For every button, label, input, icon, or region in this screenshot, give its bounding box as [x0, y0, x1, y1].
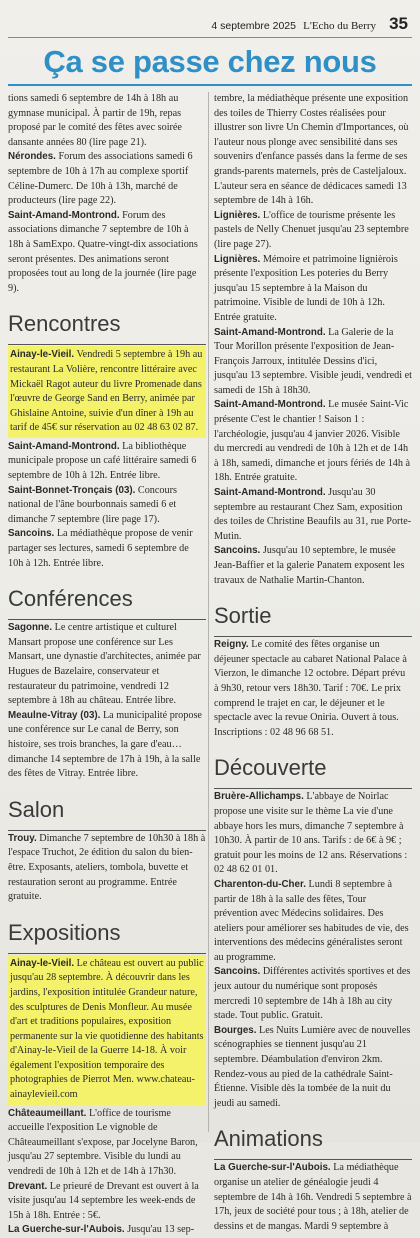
issue-date: 4 septembre 2025 [211, 20, 296, 32]
page-header [8, 14, 414, 34]
listing-place: Lignières. [214, 209, 261, 221]
section-heading-sortie [214, 602, 412, 630]
title-rule [8, 84, 412, 86]
listing-entry [8, 527, 206, 571]
listing-text: L'office de tourisme présente les pastels de Nelly Chenuet jusqu'au 23 septembre (lire page 27). [214, 209, 409, 250]
listing-place: Saint-Amand-Montrond. [8, 440, 120, 452]
listing-place: Ainay-le-Vieil. [10, 349, 75, 361]
section-heading-animations [214, 1125, 412, 1153]
listing-place: Meaulne-Vitray (03). [8, 709, 101, 721]
section-heading-conferences [8, 585, 206, 613]
page-number: 35 [389, 14, 408, 33]
listing-entry [214, 544, 412, 588]
listing-text: Différentes activités sportives et des jeux autour du numérique sont proposés mercredi 10 septembre de 14h à 18h au city stade. Tout public. Gratuit. [214, 966, 411, 1022]
listing-place: Charenton-du-Cher. [214, 878, 306, 890]
listing-entry [214, 965, 412, 1023]
listing-text: Les Nuits Lumière avec de nouvelles scénographies se tiennent jusqu'au 21 septembre. Déambulation d'environ 2km. Rendez-vous au pied de la cathédrale Saint-Étienne. Visible dès la tombée de la nuit du jeudi au samedi. [214, 1024, 411, 1109]
listing-entry [8, 484, 206, 528]
section-heading-decouverte [214, 754, 412, 782]
listing-text: Jusqu'au 10 septembre, le musée Jean-Baffier et la galerie Panatem exposent les travaux de Nathalie Martin-Chanton. [214, 545, 405, 586]
listing-text: Lundi 8 septembre à partir de 18h à la salle des fêtes, Tour prévention avec Médecins solidaires. Des ateliers pour améliorer ses habitudes de vie, des interventions des médecins généralistes seront au programme. [214, 878, 409, 963]
listing-text: Mémoire et patrimoine lignièrois présente l'exposition Les poteries du Berry jusqu'au 15 septembre à la Maison du patrimoine. Visible de lundi de 10h à 12h. Entrée gratuite. [214, 253, 398, 323]
listing-place: La Guerche-sur-l'Aubois. [214, 1162, 331, 1174]
listing-entry [214, 878, 412, 966]
section-heading-text: Découverte [214, 755, 327, 781]
section-rule [8, 619, 206, 620]
listing-text: Forum des associations dimanche 7 septembre de 10h à 18h à SamExpo. Quatre-vingt-dix associations seront présentes. Des animations seront proposées tout au long de la journée (lire page 9). [8, 209, 198, 294]
listing-entry [8, 1107, 206, 1180]
listing-entry [214, 253, 412, 326]
section-rule [8, 830, 206, 831]
listing-text: Le prieuré de Drevant est ouvert à la visite jusqu'au 14 septembre les week-ends de 15h à 18h. Entrée : 5€. [8, 1180, 199, 1221]
left-column [8, 92, 206, 1238]
listing-entry [214, 638, 412, 740]
listing-text: La municipalité propose une conférence sur Le canal de Berry, son histoire, ses trois branches, la gare d'eau… dimanche 14 septembre de 17h à 19h, à la salle des fêtes de Vitray. Entrée libre. [8, 709, 202, 780]
listing-entry [8, 150, 206, 208]
section-rule [8, 344, 206, 345]
listing-text: Vendredi 5 septembre à 19h au restaurant La Volière, rencontre littéraire avec Mickaël Ragot auteur du livre Promenade dans l'œuvre de George Sand en Berry, animée par Ghislaine Antoine, suivie d'un dîner à 19h au tarif de 45€ sur réservation au 02 48 63 02 87. [10, 349, 203, 434]
listing-text: La Galerie de la Tour Morillon présente l'exposition de Jean-François Jarroux, intitulée Dessins d'ici, jusqu'au 13 septembre. Visible jeudi, vendredi et samedi de 15h à 18h30. [214, 326, 412, 396]
right-column [214, 92, 412, 1234]
listing-text: Concours national de l'âne bourbonnais samedi 6 et dimanche 7 septembre (lire page 17). [8, 484, 177, 525]
listing-place: Saint-Amand-Montrond. [8, 209, 120, 221]
listing-text: L'abbaye de Noirlac propose une visite sur le thème La vie d'une abbaye hors les murs, dimanche 7 septembre à 10h30. À partir de 10 ans. Tarifs : de 6€ à 9€ ; gratuit pour les moins de 12 ans. Réservations : 02 48 62 01 01. [214, 791, 408, 876]
listing-place: Reigny. [214, 639, 249, 651]
listing-entry [8, 832, 206, 905]
listing-place: Ainay-le-Vieil. [10, 957, 75, 969]
listing-text: tions samedi 6 septembre de 14h à 18h au gymnase municipal. À partir de 19h, repas proposé par le comité des fêtes avec soirée dansante années 80 (lire page 21). [8, 93, 182, 148]
listing-text: Jusqu'au 30 septembre au restaurant Chez Sam, exposition des toiles de Christine Beaufils au 31, rue Porte-Mutin. [214, 487, 412, 542]
listing-place: Sancoins. [214, 545, 261, 557]
listing-text: tembre, la médiathèque présente une exposition des toiles de Thierry Costes réalisées pour illustrer son livre Un Chemin d'Importances, où l'auteur nous plonge avec sensibilité dans ses souvenirs d'enfance passés dans la ferme de ses grands-parents maternels, près de Casteljaloux. L'auteur sera en séance de dédicaces samedi 13 septembre de 14h à 16h. [214, 93, 409, 207]
listing-place: Bruère-Allichamps. [214, 791, 304, 803]
section-heading-text: Expositions [8, 919, 121, 945]
listing-entry [214, 92, 412, 209]
listing-place: Saint-Amand-Montrond. [214, 399, 326, 411]
listing-entry-highlighted [8, 955, 206, 1105]
listing-place: Drevant. [8, 1180, 48, 1192]
listing-place: Sancoins. [8, 528, 55, 540]
listing-place: Châteaumeillant. [8, 1107, 87, 1119]
listing-entry [214, 398, 412, 486]
listing-entry [8, 1180, 206, 1224]
listing-place: Bourges. [214, 1024, 257, 1036]
listing-place: Lignières. [214, 253, 261, 265]
listing-text: La médiathèque organise un atelier de généalogie jeudi 4 septembre de 14h à 16h. Vendredi 5 septembre à 17h, jeux de société pour tous ; à 18h, atelier de dessins et de mangas. Mardi 9 septembre à [214, 1162, 412, 1232]
listing-entry [8, 92, 206, 150]
listing-entry [8, 1223, 206, 1238]
section-heading-text: Rencontres [8, 311, 121, 337]
listing-place: Sancoins. [214, 966, 261, 978]
listing-place: Trouy. [8, 832, 37, 844]
listing-entry [8, 440, 206, 484]
listing-place: Nérondes. [8, 151, 56, 163]
listing-entry [214, 209, 412, 253]
section-heading-expositions [8, 919, 206, 947]
listing-place: Saint-Bonnet-Tronçais (03). [8, 484, 136, 496]
listing-text: Le centre artistique et culturel Mansart propose une conférence sur Les Mansart, une dynastie d'architectes, animée par Hugues de Bazelaire, conservateur et restaurateur du patrimoine, vendredi 12 septembre à 18h au château. Entrée libre. [8, 622, 201, 707]
header-divider [8, 37, 412, 38]
listing-place: Saint-Amand-Montrond. [214, 487, 326, 499]
listing-place: Saint-Amand-Montrond. [214, 326, 326, 338]
listing-entry [8, 709, 206, 782]
listing-entry [214, 486, 412, 544]
listing-text: Forum des associations samedi 6 septembre de 10h à 17h au complexe sportif Céline-Dumerc. De 10h à 13h, marché de producteurs (lire page 22). [8, 151, 193, 207]
section-heading-salon [8, 796, 206, 824]
listing-text: Jusqu'au 13 sep- [124, 1224, 195, 1236]
listing-text: La médiathèque propose de venir partager ses lectures, samedi 6 septembre de 10h à 12h. Entrée libre. [8, 528, 193, 569]
page-title: Ça se passe chez nous [43, 44, 377, 79]
listing-place: Sagonne. [8, 622, 53, 634]
listing-text: Le comité des fêtes organise un déjeuner spectacle au cabaret National Palace à Vierzon, le dimanche 12 octobre. Départ prévu à 9h30, retour vers 18h30. Tarif : 70€. Le prix comprend le trajet en car, le déjeuner et le spectacle avec la revue Oniria. Ouvert à tous. Inscriptions : 02 48 96 68 51. [214, 639, 407, 738]
listing-text: L'office de tourisme accueille l'exposition Le vignoble de Châteaumeillant s'expose, par Jocelyne Baron, jusqu'au 27 septembre. Visible du lundi au vendredi de 10h à 12h et de 14h à 17h30. [8, 1107, 198, 1178]
listing-entry [214, 1161, 412, 1234]
listing-entry [214, 326, 412, 399]
section-heading-text: Salon [8, 796, 65, 822]
section-rule [214, 788, 412, 789]
listing-entry [8, 621, 206, 709]
newspaper-name: L'Echo du Berry [303, 20, 376, 32]
section-heading-text: Sortie [214, 603, 272, 629]
listing-text: Dimanche 7 septembre de 10h30 à 18h à l'espace Truchot, 2e édition du salon du bien-être. Exposants, ateliers, tombola, buvette et restauration seront au programme. Entrée gratuite. [8, 832, 206, 903]
section-rule [8, 953, 206, 954]
listing-text: La bibliothèque municipale propose un café littéraire samedi 6 septembre de 10h à 12h. Entrée libre. [8, 440, 197, 482]
column-divider [208, 92, 209, 1132]
listing-entry-highlighted [8, 346, 206, 438]
listing-text: Le château est ouvert au public jusqu'au 28 septembre. À découvrir dans les jardins, l'exposition intitulée Grandeur nature, des sculptures de Denis Monfleur. Au musée d'art et traditions populaires, exposition permanente sur la vie quotidienne des habitants d'Ainay-le-Vieil de la Guerre 14-18. À voir également l'exposition temporaire des photographies de Pierrot Men. www.chateau-ainaylevieil.com [10, 957, 204, 1101]
section-heading-rencontres [8, 310, 206, 338]
section-heading-text: Conférences [8, 586, 133, 612]
section-heading-text: Animations [214, 1126, 323, 1152]
listing-entry [214, 1024, 412, 1112]
listing-entry [8, 209, 206, 297]
section-rule [214, 636, 412, 637]
listing-entry [214, 790, 412, 878]
section-rule [214, 1159, 412, 1160]
listing-place: La Guerche-sur-l'Aubois. [8, 1224, 125, 1236]
listing-text: Le musée Saint-Vic présente C'est le chantier ! Saison 1 : l'archéologie, jusqu'au 4 janvier 2026. Visible du mercredi au vendredi de 10h à 12h et de 14h à 18h, samedi, dimanche et jours fériés de 14h à 18h. Entrée gratuite. [214, 399, 411, 484]
